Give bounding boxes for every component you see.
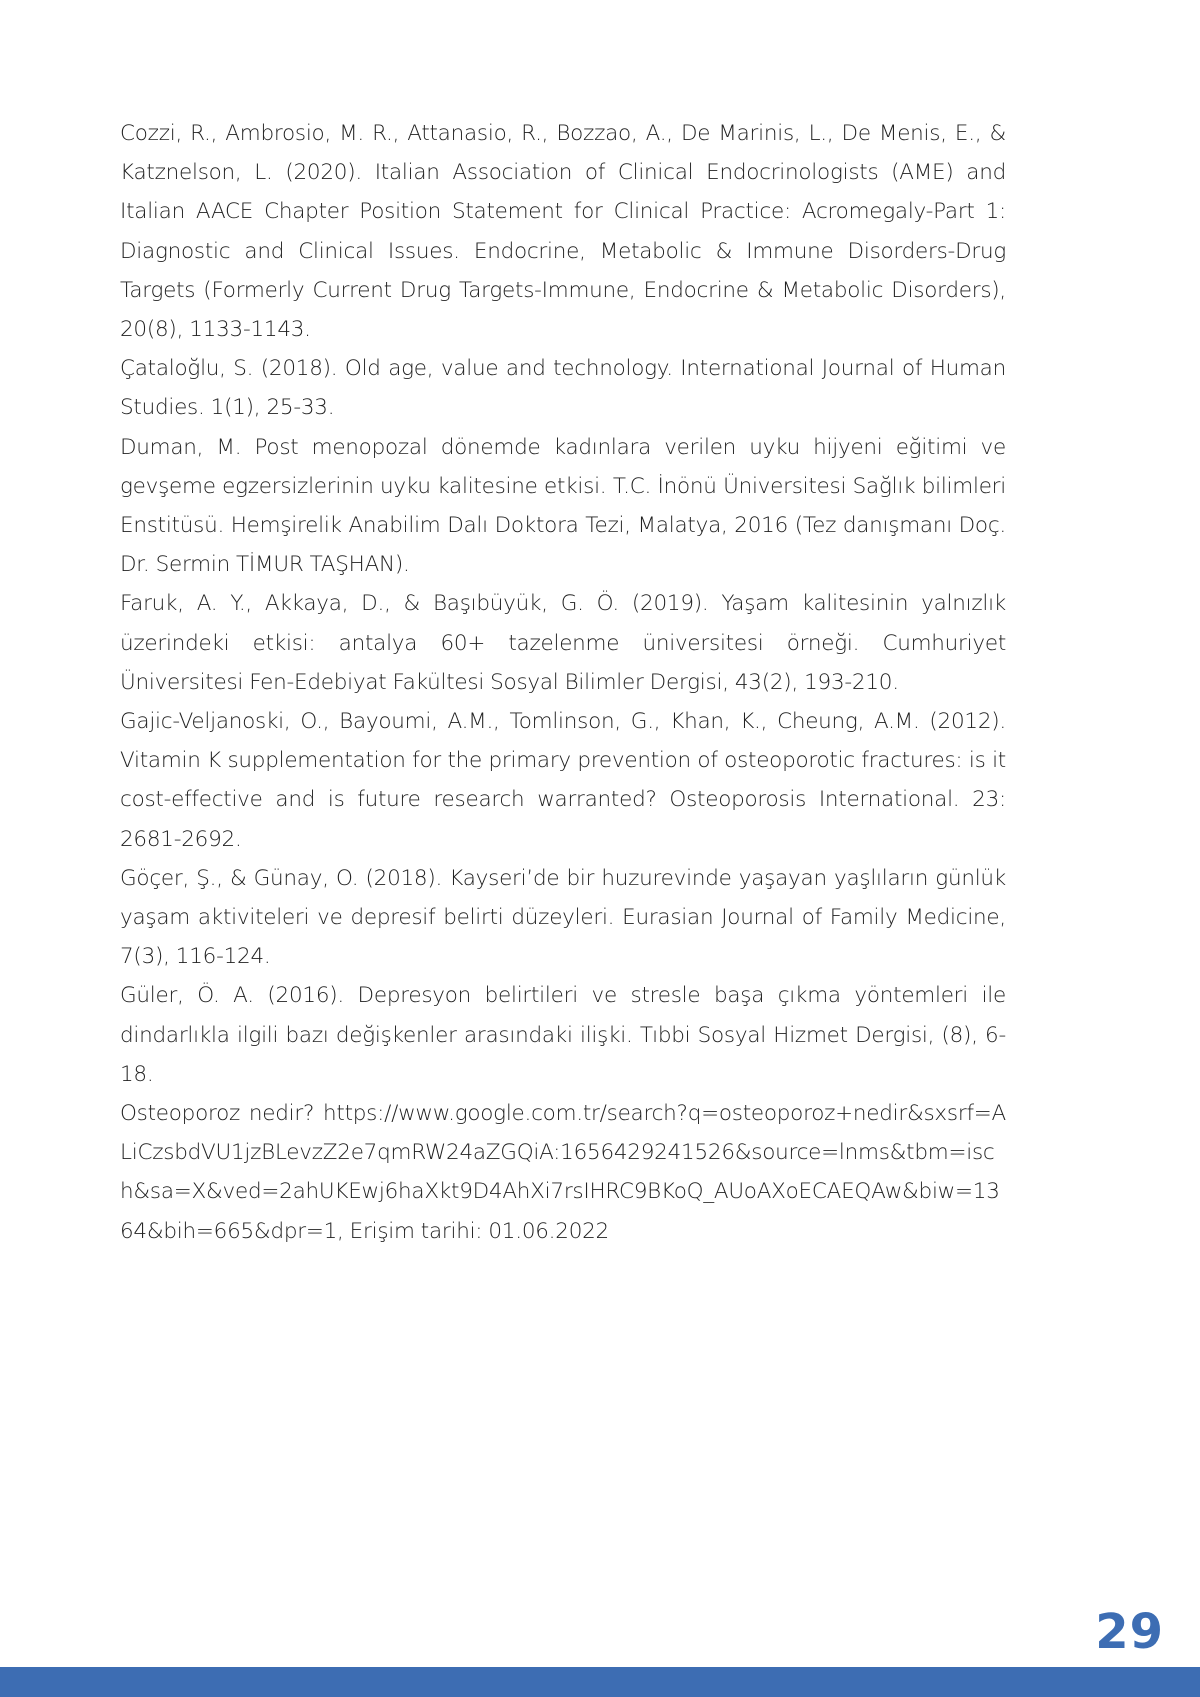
reference-list bbox=[120, 114, 1006, 1251]
reference-cozzi-2020: Cozzi, R., Ambrosio, M. R., Attanasio, R., Bozzao, A., De Marinis, L., De Menis, E., & Katznelson, L. (2020). Italian Association of Clinical Endocrinologists (AME) and Italian AACE Chapter Position Statement for Clinical Practice: Acromegaly-Part 1: Diagnostic and Clinical Issues. Endocrine, Metabolic & Immune Disorders-Drug Targets (Formerly Current Drug Targets-Immune, Endocrine & Metabolic Disorders), 20(8), 1133-1143. bbox=[120, 121, 1006, 343]
footer-bar bbox=[0, 1667, 1200, 1697]
reference-cataloglu-2018: Çataloğlu, S. (2018). Old age, value and technology. International Journal of Human Studies. 1(1), 25-33. bbox=[120, 356, 1006, 421]
reference-gocer-2018: Göçer, Ş., & Günay, O. (2018). Kayseri’de bir huzurevinde yaşayan yaşlıların günlük yaşam aktiviteleri ve depresif belirti düzeyleri. Eurasian Journal of Family Medicine, 7(3), 116-124. bbox=[120, 865, 1006, 970]
page-number: 29 bbox=[1095, 1604, 1164, 1660]
reference-duman-2016: Duman, M. Post menopozal dönemde kadınlara verilen uyku hijyeni eğitimi ve gevşeme egzersizlerinin uyku kalitesine etkisi. T.C. İnönü Üniversitesi Sağlık bilimleri Enstitüsü. Hemşirelik Anabilim Dalı Doktora Tezi, Malatya, 2016 (Tez danışmanı Doç. Dr. Sermin TİMUR TAŞHAN). bbox=[120, 434, 1006, 578]
reference-osteoporoz-url: Osteoporoz nedir? https://www.google.com.tr/search?q=osteoporoz+nedir&sxsrf=ALiCzsbdVU1jzBLevzZ2e7qmRW24aZGQiA:1656429241526&source=lnms&tbm=isch&sa=X&ved=2ahUKEwj6haXkt9D4AhXi7rsIHRC9BKoQ_AUoAXoECAEQAw&biw=1364&bih=665&dpr=1, Erişim tarihi: 01.06.2022 bbox=[120, 1101, 1006, 1244]
reference-gajic-veljanoski-2012: Gajic-Veljanoski, O., Bayoumi, A.M., Tomlinson, G., Khan, K., Cheung, A.M. (2012). Vitamin K supplementation for the primary prevention of osteoporotic fractures: is it cost-effective and is future research warranted? Osteoporosis International. 23: 2681-2692. bbox=[120, 709, 1006, 852]
reference-guler-2016: Güler, Ö. A. (2016). Depresyon belirtileri ve stresle başa çıkma yöntemleri ile dindarlıkla ilgili bazı değişkenler arasındaki ilişki. Tıbbi Sosyal Hizmet Dergisi, (8), 6-18. bbox=[120, 983, 1006, 1087]
reference-faruk-2019: Faruk, A. Y., Akkaya, D., & Başıbüyük, G. Ö. (2019). Yaşam kalitesinin yalnızlık üzerindeki etkisi: antalya 60+ tazelenme üniversitesi örneği. Cumhuriyet Üniversitesi Fen-Edebiyat Fakültesi Sosyal Bilimler Dergisi, 43(2), 193-210. bbox=[120, 591, 1006, 695]
